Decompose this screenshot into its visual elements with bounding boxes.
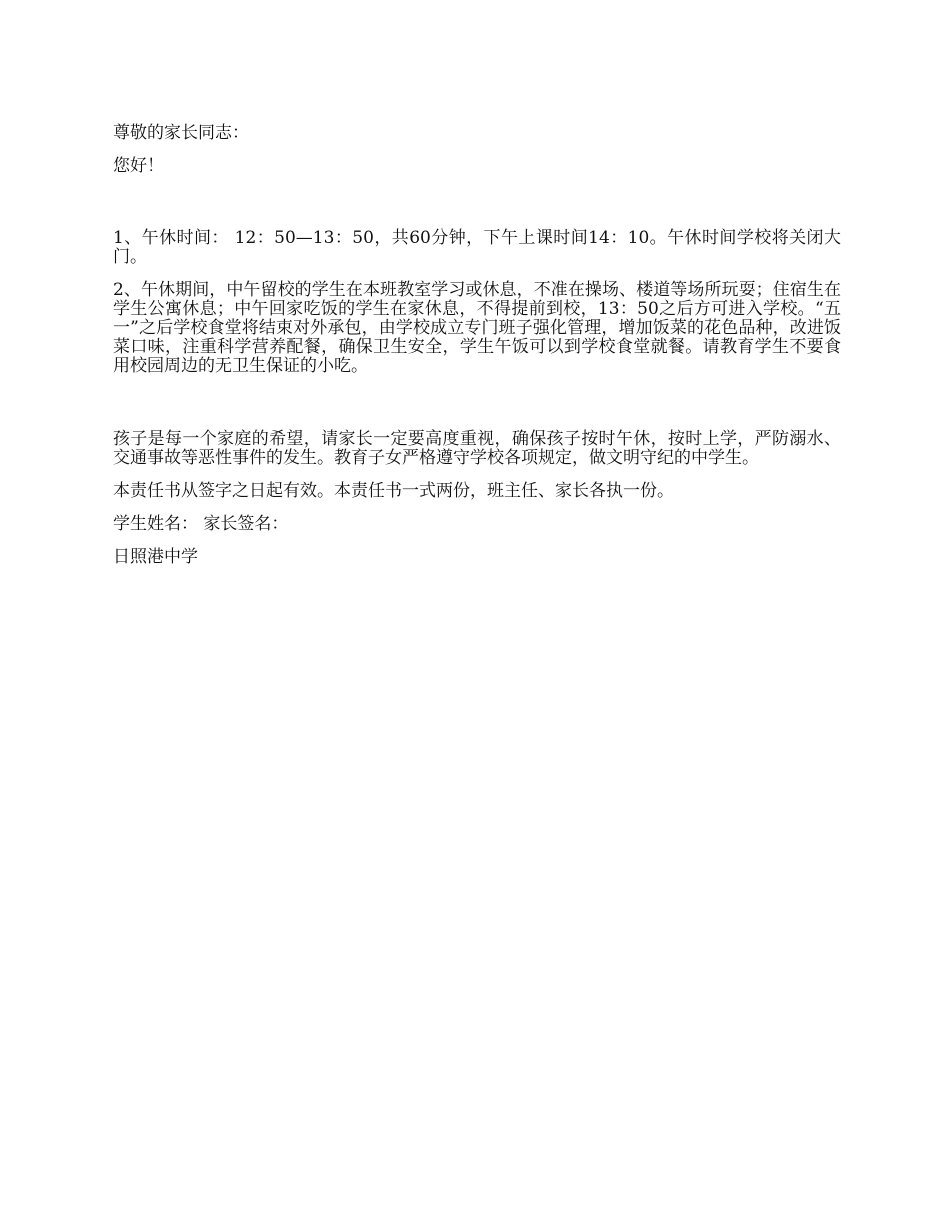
letter-body [113,124,841,581]
school-name: 日照港中学 [113,547,198,567]
validity-statement: 本责任书从签字之日起有效。本责任书一式两份，班主任、家长各执一份。 [113,481,674,501]
signature-line: 学生姓名： 家长签名： [113,514,289,534]
rule-item-1: 1、午休时间： 12：50—13：50，共60分钟，下午上课时间14：10。午休时间学校将关闭大门。 [113,228,841,267]
rule-item-2: 2、午休期间，中午留校的学生在本班教室学习或休息，不准在操场、楼道等场所玩耍；住宿生在学生公寓休息；中午回家吃饭的学生在家休息，不得提前到校，13：50之后方可进入学校。“五一”之后学校食堂将结束对外承包，由学校成立专门班子强化管理，增加饭菜的花色品种，改进饭菜口味，注重科学营养配餐，确保卫生安全，学生午饭可以到学校食堂就餐。请教育学生不要食用校园周边的无卫生保证的小吃。 [113,280,841,376]
salutation: 尊敬的家长同志： [113,123,249,143]
paragraph-spacer [113,190,841,229]
closing-paragraph: 孩子是每一个家庭的希望，请家长一定要高度重视，确保孩子按时午休，按时上学，严防溺水、交通事故等恶性事件的发生。教育子女严格遵守学校各项规定，做文明守纪的中学生。 [113,429,841,468]
greeting: 您好！ [113,156,164,176]
paragraph-spacer [113,390,841,430]
